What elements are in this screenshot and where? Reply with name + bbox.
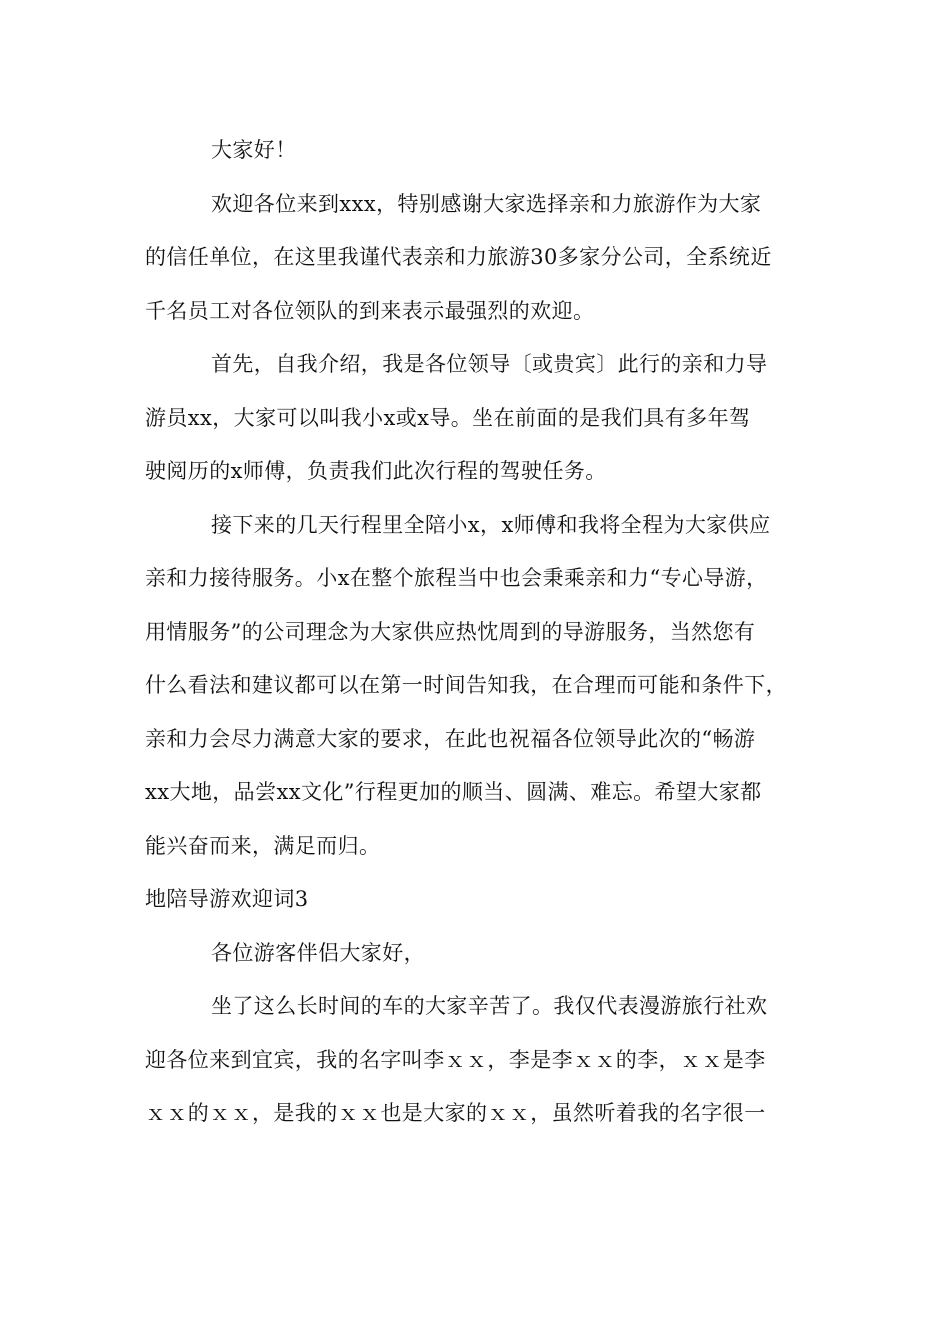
paragraph-line: xx大地，品尝xx文化”行程更加的顺当、圆满、难忘。希望大家都 — [145, 780, 762, 804]
paragraph-line: 首先，自我介绍，我是各位领导〔或贵宾〕此行的亲和力导 — [211, 352, 768, 376]
paragraph-line: 大家好！ — [211, 138, 297, 162]
paragraph-line: ｘｘ的ｘｘ，是我的ｘｘ也是大家的ｘｘ，虽然听着我的名字很一 — [145, 1101, 766, 1125]
paragraph-line: 接下来的几天行程里全陪小x，x师傅和我将全程为大家供应 — [211, 512, 771, 537]
paragraph-line: 驶阅历的x师傅，负责我们此次行程的驾驶任务。 — [145, 459, 607, 483]
paragraph-line: 坐了这么长时间的车的大家辛苦了。我仅代表漫游旅行社欢 — [211, 994, 768, 1018]
paragraph-line: 什么看法和建议都可以在第一时间告知我，在合理而可能和条件下， — [145, 673, 787, 697]
paragraph-line: 亲和力接待服务。小x在整个旅程当中也会秉乘亲和力“专心导游， — [145, 566, 768, 590]
paragraph-line: 的信任单位，在这里我谨代表亲和力旅游30多家分公司，全系统近 — [145, 245, 772, 269]
document-body — [145, 124, 825, 1141]
paragraph-line: 用情服务”的公司理念为大家供应热忱周到的导游服务，当然您有 — [145, 619, 756, 644]
paragraph-line: 欢迎各位来到xxx，特别感谢大家选择亲和力旅游作为大家 — [211, 191, 762, 216]
paragraph-line: 亲和力会尽力满意大家的要求，在此也祝福各位领导此次的“畅游 — [145, 726, 756, 751]
paragraph-line: 能兴奋而来，满足而归。 — [145, 833, 381, 858]
paragraph-line: 各位游客伴侣大家好， — [211, 940, 425, 965]
paragraph-line: 迎各位来到宜宾，我的名字叫李ｘｘ，李是李ｘｘ的李，ｘｘ是李 — [145, 1047, 766, 1072]
section-heading: 地陪导游欢迎词3 — [145, 887, 309, 911]
paragraph-line: 千名员工对各位领队的到来表示最强烈的欢迎。 — [145, 298, 595, 323]
paragraph-line: 游员xx，大家可以叫我小x或x导。坐在前面的是我们具有多年驾 — [145, 405, 751, 430]
